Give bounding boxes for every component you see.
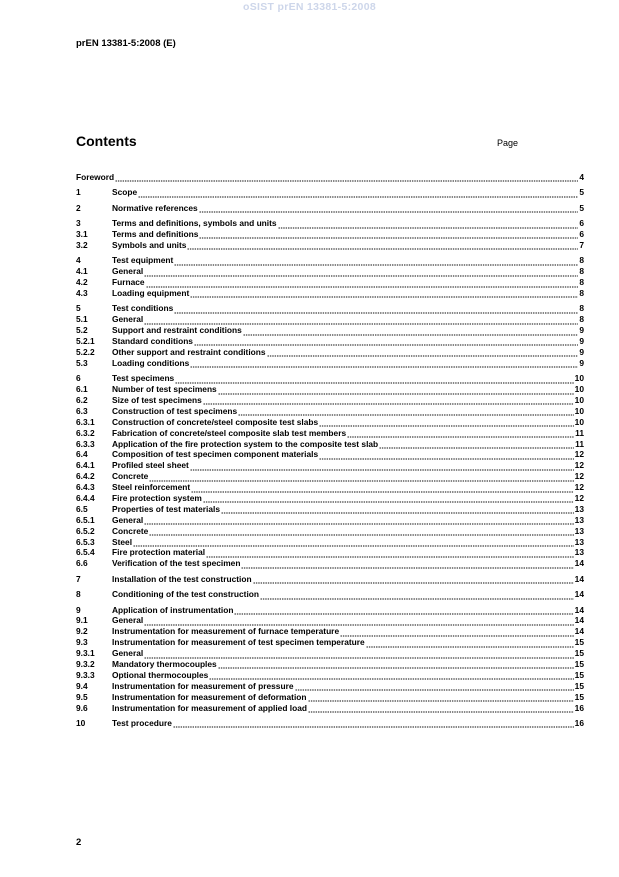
toc-entry[interactable] <box>76 449 584 460</box>
toc-group <box>76 218 584 251</box>
toc-group <box>76 605 584 714</box>
toc-entry-page: 10 <box>574 373 584 384</box>
toc-dot-leader <box>366 637 574 648</box>
toc-dot-leader <box>144 266 578 277</box>
toc-entry-number: 4.1 <box>76 266 88 277</box>
toc-entry[interactable] <box>76 681 584 692</box>
toc-entry[interactable] <box>76 384 584 395</box>
toc-entry[interactable] <box>76 692 584 703</box>
toc-entry-number: 6.5.4 <box>76 547 95 558</box>
toc-entry-page: 6 <box>579 229 584 240</box>
toc-dot-leader <box>278 218 579 229</box>
toc-entry-number: 6.3 <box>76 405 88 416</box>
toc-entry-page: 12 <box>574 482 584 493</box>
toc-entry-number: 9.4 <box>76 680 88 691</box>
toc-entry-page: 4 <box>579 171 584 182</box>
toc-entry[interactable] <box>76 187 584 198</box>
toc-entry-number: 6.1 <box>76 384 88 395</box>
toc-entry[interactable] <box>76 626 584 637</box>
toc-entry[interactable] <box>76 471 584 482</box>
toc-entry-title: Fire protection material <box>112 547 206 558</box>
page-column-label: Page <box>497 138 519 148</box>
toc-group <box>76 172 584 183</box>
toc-entry-title: Fire protection system <box>112 493 202 504</box>
toc-entry-number: 6.5.3 <box>76 536 95 547</box>
toc-entry-title: Installation of the test construction <box>112 573 252 584</box>
toc-entry[interactable] <box>76 670 584 681</box>
toc-dot-leader <box>203 493 574 504</box>
toc-group <box>76 203 584 214</box>
toc-entry-page: 8 <box>579 255 584 266</box>
toc-entry-page: 15 <box>574 680 584 691</box>
toc-dot-leader <box>190 460 574 471</box>
toc-dot-leader <box>199 229 578 240</box>
toc-entry-title: Instrumentation for measurement of applied load <box>112 702 307 713</box>
toc-entry-page: 6 <box>579 218 584 229</box>
toc-entry-page: 15 <box>574 637 584 648</box>
document-id: prEN 13381-5:2008 (E) <box>76 38 176 49</box>
toc-entry-title: General <box>112 514 144 525</box>
toc-entry-page: 12 <box>574 449 584 460</box>
toc-entry-number: 6.5 <box>76 503 88 514</box>
toc-dot-leader <box>174 303 578 314</box>
toc-entry-title: Construction of concrete/steel composite test slabs <box>112 416 319 427</box>
toc-entry-title: Support and restraint conditions <box>112 325 242 336</box>
toc-entry[interactable] <box>76 718 584 729</box>
toc-group <box>76 574 584 585</box>
toc-entry-title: General <box>112 314 144 325</box>
toc-dot-leader <box>253 574 574 585</box>
toc-entry-page: 10 <box>574 405 584 416</box>
toc-entry-title: Optional thermocouples <box>112 669 209 680</box>
toc-entry-number: 9.5 <box>76 691 88 702</box>
toc-entry-title: Fabrication of concrete/steel composite slab test members <box>112 427 347 438</box>
toc-entry-number: 9.3.2 <box>76 659 95 669</box>
toc-entry-page: 8 <box>579 288 584 298</box>
toc-entry[interactable] <box>76 637 584 648</box>
toc-entry[interactable] <box>76 229 584 240</box>
toc-dot-leader <box>149 526 573 537</box>
toc-entry[interactable] <box>76 240 584 251</box>
footer-page-number: 2 <box>76 837 82 848</box>
toc-entry-title: Composition of test specimen component materials <box>112 449 319 460</box>
toc-dot-leader <box>308 703 574 714</box>
toc-entry-page: 13 <box>574 514 584 525</box>
toc-entry-number: 6.4.3 <box>76 482 95 493</box>
toc-entry-title: Standard conditions <box>112 336 193 347</box>
toc-dot-leader <box>379 439 574 450</box>
toc-entry[interactable] <box>76 325 584 336</box>
toc-dot-leader <box>146 277 579 288</box>
toc-group <box>76 373 584 569</box>
toc-entry-number: 6.3.1 <box>76 416 95 427</box>
toc-dot-leader <box>267 347 579 358</box>
toc-dot-leader <box>218 384 574 395</box>
toc-entry[interactable] <box>76 558 584 569</box>
toc-entry[interactable] <box>76 515 584 526</box>
toc-entry-page: 9 <box>579 325 584 336</box>
toc-entry-title: Terms and definitions, symbols and units <box>112 218 277 229</box>
toc-dot-leader <box>174 255 578 266</box>
toc-entry[interactable] <box>76 482 584 493</box>
toc-entry[interactable] <box>76 203 584 214</box>
toc-entry-page: 13 <box>574 525 584 536</box>
toc-dot-leader <box>234 605 573 616</box>
toc-entry[interactable] <box>76 659 584 670</box>
toc-dot-leader <box>175 373 573 384</box>
toc-dot-leader <box>190 358 578 369</box>
toc-entry-title: Test conditions <box>112 303 174 314</box>
toc-dot-leader <box>199 203 579 214</box>
toc-entry-page: 14 <box>574 589 584 600</box>
toc-entry-page: 14 <box>574 604 584 615</box>
toc-group <box>76 255 584 299</box>
toc-entry-title: Mandatory thermocouples <box>112 659 217 669</box>
toc-entry[interactable] <box>76 358 584 369</box>
toc-entry-title: Properties of test materials <box>112 503 220 514</box>
toc-entry-title: Concrete <box>112 525 149 536</box>
toc-dot-leader <box>149 471 573 482</box>
toc-entry-page: 13 <box>574 503 584 514</box>
toc-dot-leader <box>138 187 578 198</box>
toc-entry[interactable] <box>76 347 584 358</box>
toc-dot-leader <box>238 406 573 417</box>
toc-entry[interactable] <box>76 615 584 626</box>
toc-dot-leader <box>191 482 573 493</box>
toc-dot-leader <box>243 325 579 336</box>
toc-entry[interactable] <box>76 395 584 406</box>
toc-entry-number: 6.3.3 <box>76 438 95 449</box>
toc-entry-number: 6.5.1 <box>76 514 95 525</box>
toc-entry-number: 3.2 <box>76 239 88 250</box>
toc-entry-title: Instrumentation for measurement of furnace temperature <box>112 626 340 637</box>
toc-dot-leader <box>144 515 573 526</box>
toc-entry-page: 14 <box>574 615 584 626</box>
toc-entry-page: 12 <box>574 460 584 471</box>
toc-entry-number: 9.1 <box>76 615 88 626</box>
toc-group <box>76 303 584 368</box>
toc-entry-page: 10 <box>574 384 584 395</box>
toc-entry[interactable] <box>76 439 584 450</box>
toc-entry-page: 8 <box>579 277 584 288</box>
toc-entry-title: Concrete <box>112 471 149 482</box>
toc-entry-title: Steel <box>112 536 133 547</box>
toc-entry[interactable] <box>76 428 584 439</box>
toc-entry-title: Symbols and units <box>112 239 187 250</box>
toc-entry-page: 11 <box>575 427 584 438</box>
toc-dot-leader <box>340 626 574 637</box>
toc-entry-page: 14 <box>574 626 584 637</box>
toc-dot-leader <box>218 659 574 670</box>
toc-entry-number: 9.6 <box>76 702 88 713</box>
toc-entry[interactable] <box>76 460 584 471</box>
toc-entry-page: 12 <box>574 493 584 504</box>
toc-entry-page: 5 <box>579 202 584 213</box>
toc-dot-leader <box>203 395 574 406</box>
toc-entry[interactable] <box>76 574 584 585</box>
toc-dot-leader <box>115 172 578 183</box>
toc-entry[interactable] <box>76 703 584 714</box>
toc-entry-title: Conditioning of the test construction <box>112 589 260 600</box>
toc-entry-number: 9.3.1 <box>76 648 95 659</box>
toc-entry-title: Instrumentation for measurement of pressure <box>112 680 294 691</box>
toc-entry[interactable] <box>76 526 584 537</box>
toc-entry-number: 3 <box>76 218 81 229</box>
toc-entry[interactable] <box>76 277 584 288</box>
toc-entry-title: Loading conditions <box>112 357 190 368</box>
watermark: oSIST prEN 13381-5:2008 <box>243 1 376 13</box>
toc-entry-title: General <box>112 648 144 659</box>
toc-entry-page: 8 <box>579 303 584 314</box>
toc-group <box>76 718 584 729</box>
toc-entry-number: 4.2 <box>76 277 88 288</box>
toc-entry-title: Test equipment <box>112 255 174 266</box>
toc-dot-leader <box>144 648 573 659</box>
toc-entry-page: 16 <box>574 717 584 728</box>
toc-entry-number: 6.4.4 <box>76 493 95 504</box>
toc-entry-number: 4.3 <box>76 288 88 298</box>
toc-entry-page: 16 <box>574 702 584 713</box>
toc-entry-number: 3.1 <box>76 229 88 240</box>
toc-entry-page: 10 <box>574 395 584 406</box>
toc-entry-number: 1 <box>76 187 81 198</box>
toc-entry-page: 9 <box>579 336 584 347</box>
toc-entry-number: 9.2 <box>76 626 88 637</box>
toc-entry-title: Test specimens <box>112 373 175 384</box>
toc-entry-number: 2 <box>76 202 81 213</box>
toc-entry-number: 9.3.3 <box>76 669 95 680</box>
toc-entry-page: 12 <box>574 471 584 482</box>
toc-dot-leader <box>319 417 574 428</box>
toc-entry-page: 14 <box>574 558 584 569</box>
toc-entry[interactable] <box>76 266 584 277</box>
toc-dot-leader <box>241 558 573 569</box>
toc-entry[interactable] <box>76 218 584 229</box>
toc-entry[interactable] <box>76 648 584 659</box>
toc-entry-page: 13 <box>574 536 584 547</box>
toc-entry-number: 4 <box>76 255 81 266</box>
toc-entry-page: 13 <box>574 547 584 558</box>
toc-entry[interactable] <box>76 314 584 325</box>
toc-entry-page: 8 <box>579 314 584 325</box>
toc-entry-page: 9 <box>579 346 584 357</box>
toc-entry-title: Verification of the test specimen <box>112 558 241 569</box>
toc-entry-number: 10 <box>76 717 86 728</box>
toc-dot-leader <box>308 692 574 703</box>
toc-entry-number: 8 <box>76 589 81 600</box>
toc-entry-number: 9 <box>76 604 81 615</box>
toc-entry[interactable] <box>76 336 584 347</box>
toc-entry-number: 6.4.2 <box>76 471 95 482</box>
toc-entry[interactable] <box>76 373 584 384</box>
toc-entry-number: 6.4.1 <box>76 460 95 471</box>
toc-dot-leader <box>144 615 573 626</box>
toc-dot-leader <box>319 449 574 460</box>
toc-entry-number: 6.4 <box>76 449 88 460</box>
toc-entry-title: Construction of test specimens <box>112 405 238 416</box>
toc-entry-title: General <box>112 266 144 277</box>
toc-group <box>76 187 584 198</box>
toc-entry-page: 9 <box>579 357 584 368</box>
toc-dot-leader <box>187 240 578 251</box>
toc-entry[interactable] <box>76 589 584 600</box>
toc-entry-number: 5.1 <box>76 314 88 325</box>
toc-entry-number: 6.2 <box>76 395 88 406</box>
toc-entry[interactable] <box>76 493 584 504</box>
toc-dot-leader <box>221 504 574 515</box>
toc-entry-number: 6 <box>76 373 81 384</box>
toc-entry-number: 5.2 <box>76 325 88 336</box>
toc-entry-title: Application of the fire protection system to the composite test slab <box>112 438 379 449</box>
toc-entry-page: 11 <box>575 438 584 449</box>
toc-entry[interactable] <box>76 504 584 515</box>
toc-entry-number: 5.2.2 <box>76 346 95 357</box>
toc-entry-page: 15 <box>574 659 584 669</box>
toc-entry-page: 8 <box>579 266 584 277</box>
toc-entry-number: 6.6 <box>76 558 88 569</box>
toc-entry-title: Other support and restraint conditions <box>112 346 266 357</box>
toc-entry-page: 7 <box>579 239 584 250</box>
toc-entry[interactable] <box>76 172 584 183</box>
toc-entry[interactable] <box>76 605 584 616</box>
toc-entry-title: Steel reinforcement <box>112 482 191 493</box>
toc-entry-title: Scope <box>112 187 138 198</box>
toc-entry-title: Instrumentation for measurement of test specimen temperature <box>112 637 365 648</box>
toc-dot-leader <box>190 288 578 299</box>
toc-dot-leader <box>173 718 574 729</box>
toc-entry-page: 15 <box>574 669 584 680</box>
toc-entry-number: 5 <box>76 303 81 314</box>
toc-entry[interactable] <box>76 255 584 266</box>
toc-entry-number: 5.2.1 <box>76 336 95 347</box>
toc-entry-title: Number of test specimens <box>112 384 217 395</box>
toc-entry[interactable] <box>76 537 584 548</box>
toc-entry-title: Profiled steel sheet <box>112 460 189 471</box>
toc-entry-title: Foreword <box>76 171 115 182</box>
toc-dot-leader <box>206 548 574 559</box>
table-of-contents <box>76 172 584 733</box>
toc-dot-leader <box>194 336 578 347</box>
toc-entry-page: 5 <box>579 187 584 198</box>
toc-entry-title: Normative references <box>112 202 198 213</box>
toc-entry-title: General <box>112 615 144 626</box>
toc-entry-title: Loading equipment <box>112 288 190 298</box>
toc-dot-leader <box>144 314 578 325</box>
toc-entry-title: Terms and definitions <box>112 229 199 240</box>
toc-entry-number: 6.5.2 <box>76 525 95 536</box>
toc-dot-leader <box>295 681 574 692</box>
toc-entry-number: 9.3 <box>76 637 88 648</box>
toc-entry[interactable] <box>76 406 584 417</box>
toc-entry-title: Size of test specimens <box>112 395 202 406</box>
toc-dot-leader <box>133 537 574 548</box>
toc-entry-title: Application of instrumentation <box>112 604 234 615</box>
toc-entry-title: Test procedure <box>112 717 172 728</box>
toc-entry[interactable] <box>76 548 584 559</box>
toc-entry[interactable] <box>76 288 584 299</box>
contents-title: Contents <box>76 133 137 149</box>
toc-entry[interactable] <box>76 417 584 428</box>
toc-entry-title: Instrumentation for measurement of deformation <box>112 691 307 702</box>
toc-entry-number: 5.3 <box>76 357 88 368</box>
toc-group <box>76 589 584 600</box>
toc-entry-page: 15 <box>574 648 584 659</box>
toc-dot-leader <box>260 589 574 600</box>
toc-entry-number: 7 <box>76 573 81 584</box>
toc-entry-page: 14 <box>574 573 584 584</box>
toc-entry[interactable] <box>76 303 584 314</box>
toc-entry-page: 10 <box>574 416 584 427</box>
toc-dot-leader <box>347 428 574 439</box>
toc-entry-title: Furnace <box>112 277 145 288</box>
toc-entry-number: 6.3.2 <box>76 427 95 438</box>
toc-entry-page: 15 <box>574 691 584 702</box>
toc-dot-leader <box>209 670 573 681</box>
